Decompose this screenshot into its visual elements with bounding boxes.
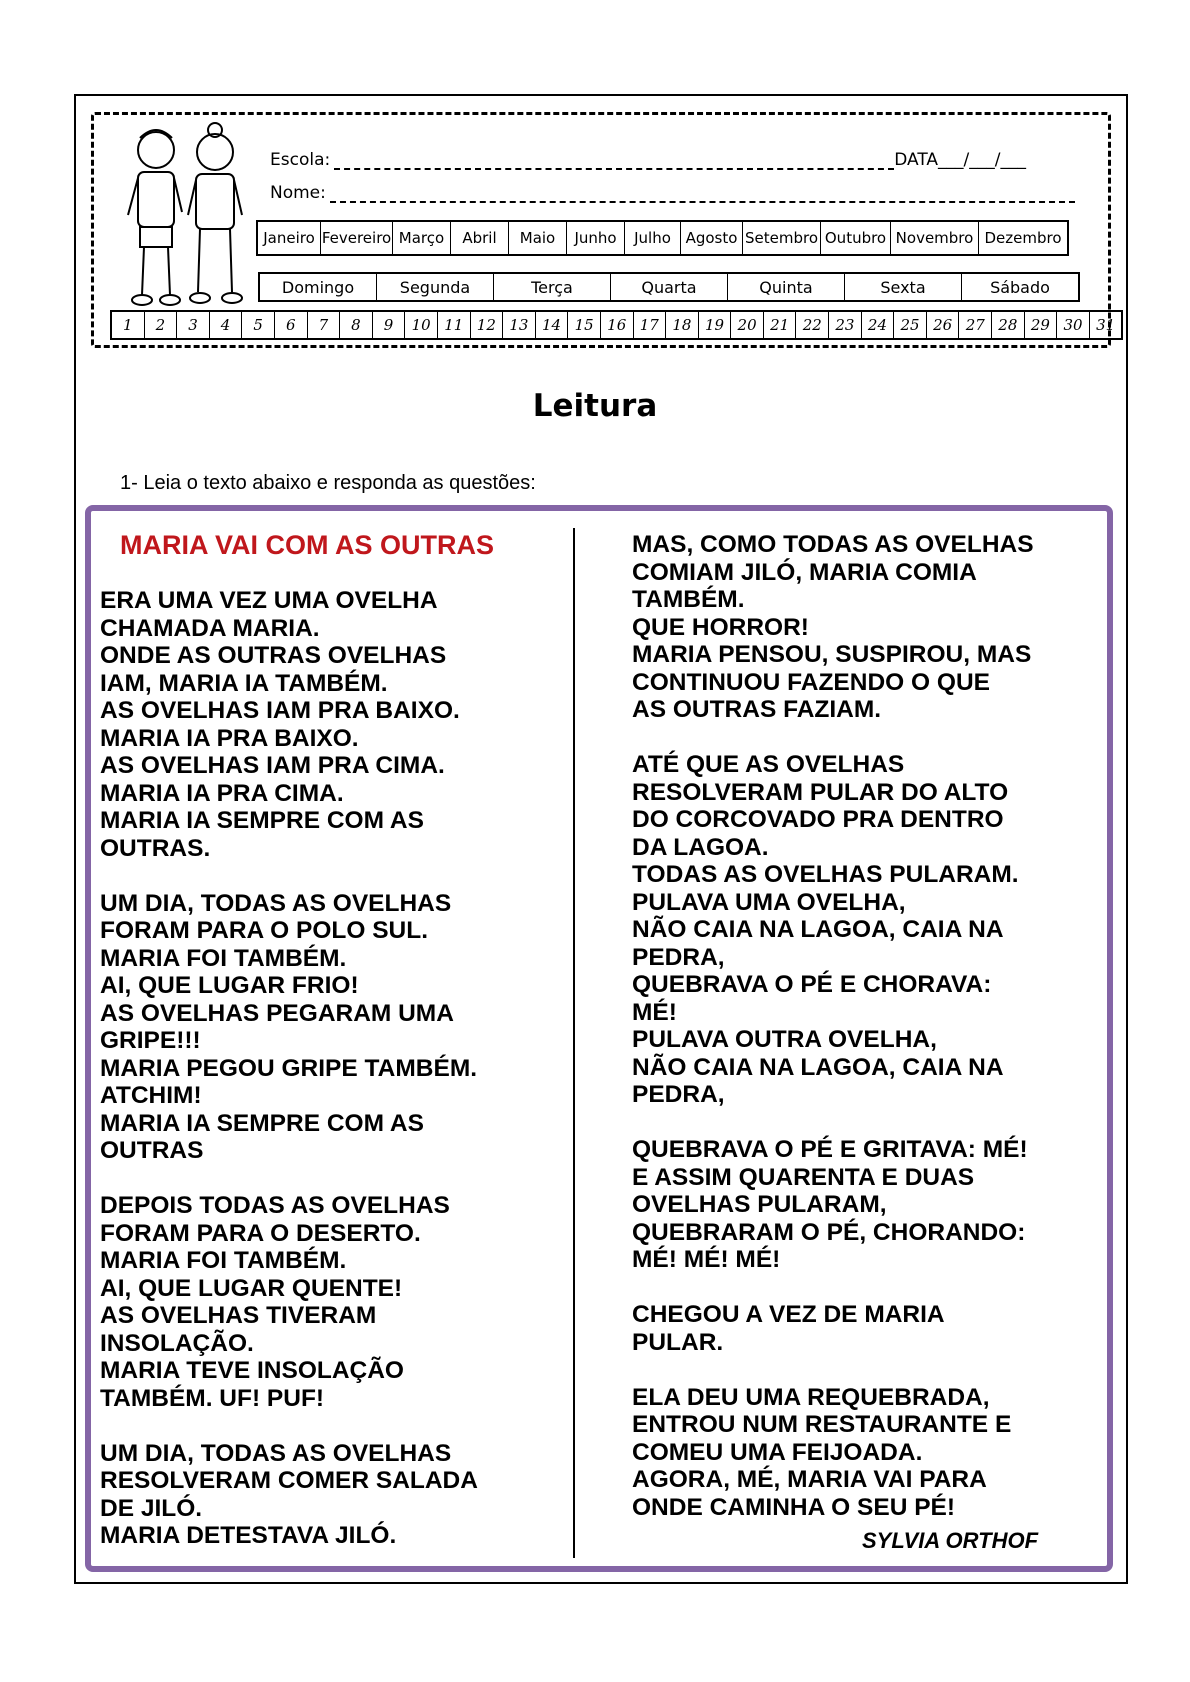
story-line: AS OVELHAS IAM PRA CIMA. [100,752,445,779]
nome-label: Nome: [270,183,326,203]
author-name: SYLVIA ORTHOF [862,1528,1039,1553]
story-line: MARIA PENSOU, SUSPIROU, MAS [632,641,1032,668]
story-line: CHEGOU A VEZ DE MARIA [632,1301,945,1328]
story-line [100,1165,478,1193]
page-title: Leitura [532,388,658,424]
story-line: MARIA TEVE INSOLAÇÃO [100,1357,404,1384]
month-cell: Maio [509,222,567,254]
story-line: AS OVELHAS IAM PRA BAIXO. [100,697,460,724]
story-line: UM DIA, TODAS AS OVELHAS [100,889,452,917]
day-cell: 26 [927,312,960,338]
story-line: TODAS AS OVELHAS PULARAM. [632,861,1019,888]
story-line: PEDRA, [632,1081,725,1108]
escola-line [270,150,1026,170]
months-row [256,220,1069,256]
story-line: ERA UMA VEZ UMA OVELHA [100,587,438,614]
month-cell: Janeiro [258,222,321,254]
day-cell: 6 [275,312,308,338]
weekday-cell: Domingo [260,274,377,300]
story-line: AGORA, MÉ, MARIA VAI PARA [632,1466,987,1493]
day-cell: 18 [666,312,699,338]
nome-fill-line [330,191,1075,203]
instruction-text: 1- Leia o texto abaixo e responda as questões: [120,472,536,494]
story-line: COMEU UMA FEIJOADA. [632,1438,923,1466]
story-line: FORAM PARA O DESERTO. [100,1219,421,1247]
story-line: OVELHAS PULARAM, [632,1191,887,1218]
data-label: DATA___/___/___ [894,150,1026,170]
story-line: OUTRAS. [100,834,211,862]
story-right-column [632,531,1034,1521]
day-cell: 9 [373,312,406,338]
escola-label: Escola: [270,150,331,170]
story-line: OUTRAS [100,1137,204,1164]
days-row [110,310,1123,340]
day-cell: 15 [568,312,601,338]
nome-line [270,183,1075,203]
story-line: QUEBRAVA O PÉ E GRITAVA: MÉ! [632,1136,1028,1163]
day-cell: 3 [177,312,210,338]
story-line: MARIA IA SEMPRE COM AS [100,1109,424,1137]
story-line: ONDE AS OUTRAS OVELHAS [100,642,447,669]
story-line: DA LAGOA. [632,833,769,861]
story-left-column [100,587,478,1550]
story-line: MÉ! MÉ! MÉ! [632,1246,781,1273]
story-line: MARIA IA PRA CIMA. [100,779,344,807]
weekdays-row [258,272,1080,302]
story-line: ATÉ QUE AS OVELHAS [632,751,905,778]
story-line: AS OVELHAS PEGARAM UMA [100,999,454,1027]
story-line: RESOLVERAM PULAR DO ALTO [632,778,1009,806]
day-cell: 4 [210,312,243,338]
story-line [632,1274,1034,1302]
story-line: COMIAM JILÓ, MARIA COMIA [632,558,977,586]
story-line: CHAMADA MARIA. [100,614,320,642]
day-cell: 1 [112,312,145,338]
day-cell: 21 [764,312,797,338]
story-line [632,724,1034,752]
day-cell: 8 [340,312,373,338]
month-cell: Abril [451,222,509,254]
story-line: RESOLVERAM COMER SALADA [100,1467,478,1494]
story-line: IAM, MARIA IA TAMBÉM. [100,669,388,697]
month-cell: Dezembro [984,229,1062,247]
story-line: DE JILÓ. [100,1494,203,1522]
month-cell: Novembro [891,222,979,254]
story-line: DO CORCOVADO PRA DENTRO [632,806,1004,833]
story-line: INSOLAÇÃO. [100,1329,254,1357]
month-cell: Setembro [743,222,821,254]
story-line: NÃO CAIA NA LAGOA, CAIA NA [632,1053,1004,1081]
day-cell: 25 [894,312,927,338]
day-cell: 5 [242,312,275,338]
day-cell: 14 [536,312,569,338]
story-line: E ASSIM QUARENTA E DUAS [632,1163,975,1191]
day-cell: 29 [1025,312,1058,338]
story-line: MARIA FOI TAMBÉM. [100,1247,347,1274]
story-line: FORAM PARA O POLO SUL. [100,917,429,944]
day-cell: 2 [145,312,178,338]
weekday-cell: Sexta [845,274,962,300]
story-line [100,1412,478,1440]
story-line: ELA DEU UMA REQUEBRADA, [632,1383,990,1411]
weekday-cell: Quarta [611,274,728,300]
day-cell: 31 [1096,316,1116,334]
day-cell: 7 [308,312,341,338]
weekday-cell: Segunda [377,274,494,300]
day-cell: 11 [438,312,471,338]
month-cell: Agosto [681,222,743,254]
column-divider [573,528,575,1558]
story-line: AS OVELHAS TIVERAM [100,1302,377,1329]
day-cell: 16 [601,312,634,338]
story-line: QUEBRARAM O PÉ, CHORANDO: [632,1218,1026,1246]
story-line: QUE HORROR! [632,613,809,641]
story-line: TAMBÉM. [632,586,745,613]
story-line [632,1109,1034,1137]
story-line: AI, QUE LUGAR QUENTE! [100,1274,403,1302]
story-line: CONTINUOU FAZENDO O QUE [632,668,990,696]
story-line: MARIA PEGOU GRIPE TAMBÉM. [100,1054,478,1082]
month-cell: Outubro [821,222,891,254]
month-cell: Julho [625,222,681,254]
day-cell: 17 [634,312,667,338]
story-line: QUEBRAVA O PÉ E CHORAVA: [632,971,992,998]
day-cell: 30 [1057,312,1090,338]
weekday-cell: Terça [494,274,611,300]
day-cell: 28 [992,312,1025,338]
month-cell: Junho [567,222,625,254]
story-line [100,862,478,890]
story-line: ENTROU NUM RESTAURANTE E [632,1411,1012,1438]
day-cell: 12 [471,312,504,338]
story-line: NÃO CAIA NA LAGOA, CAIA NA [632,916,1004,943]
story-line: PULAVA OUTRA OVELHA, [632,1026,937,1053]
story-line: DEPOIS TODAS AS OVELHAS [100,1192,450,1219]
day-cell: 27 [959,312,992,338]
story-line [632,1356,1034,1384]
month-cell: Março [393,222,451,254]
day-cell: 23 [829,312,862,338]
day-cell: 22 [796,312,829,338]
children-illustration [118,120,253,310]
weekday-cell: Quinta [728,274,845,300]
story-line: TAMBÉM. UF! PUF! [100,1384,325,1412]
story-line: MARIA DETESTAVA JILÓ. [100,1522,397,1549]
story-line: GRIPE!!! [100,1027,201,1054]
story-line: MÉ! [632,998,677,1026]
story-line: PULAR. [632,1328,724,1356]
story-line: MAS, COMO TODAS AS OVELHAS [632,531,1034,558]
weekday-cell: Sábado [990,277,1050,297]
story-line: PULAVA UMA OVELHA, [632,888,906,916]
story-line: ONDE CAMINHA O SEU PÉ! [632,1493,956,1521]
day-cell: 13 [503,312,536,338]
story-line: MARIA IA SEMPRE COM AS [100,807,424,834]
day-cell: 20 [731,312,764,338]
story-line: ATCHIM! [100,1082,202,1109]
day-cell: 24 [862,312,895,338]
story-line: AI, QUE LUGAR FRIO! [100,972,359,999]
story-title: MARIA VAI COM AS OUTRAS [120,530,494,560]
story-line: MARIA FOI TAMBÉM. [100,944,347,972]
story-line: PEDRA, [632,943,725,971]
story-line: UM DIA, TODAS AS OVELHAS [100,1439,452,1467]
day-cell: 19 [699,312,732,338]
story-line: MARIA IA PRA BAIXO. [100,724,359,752]
escola-fill-line [334,158,894,170]
day-cell: 10 [405,312,438,338]
story-line: AS OUTRAS FAZIAM. [632,696,882,723]
month-cell: Fevereiro [321,222,393,254]
